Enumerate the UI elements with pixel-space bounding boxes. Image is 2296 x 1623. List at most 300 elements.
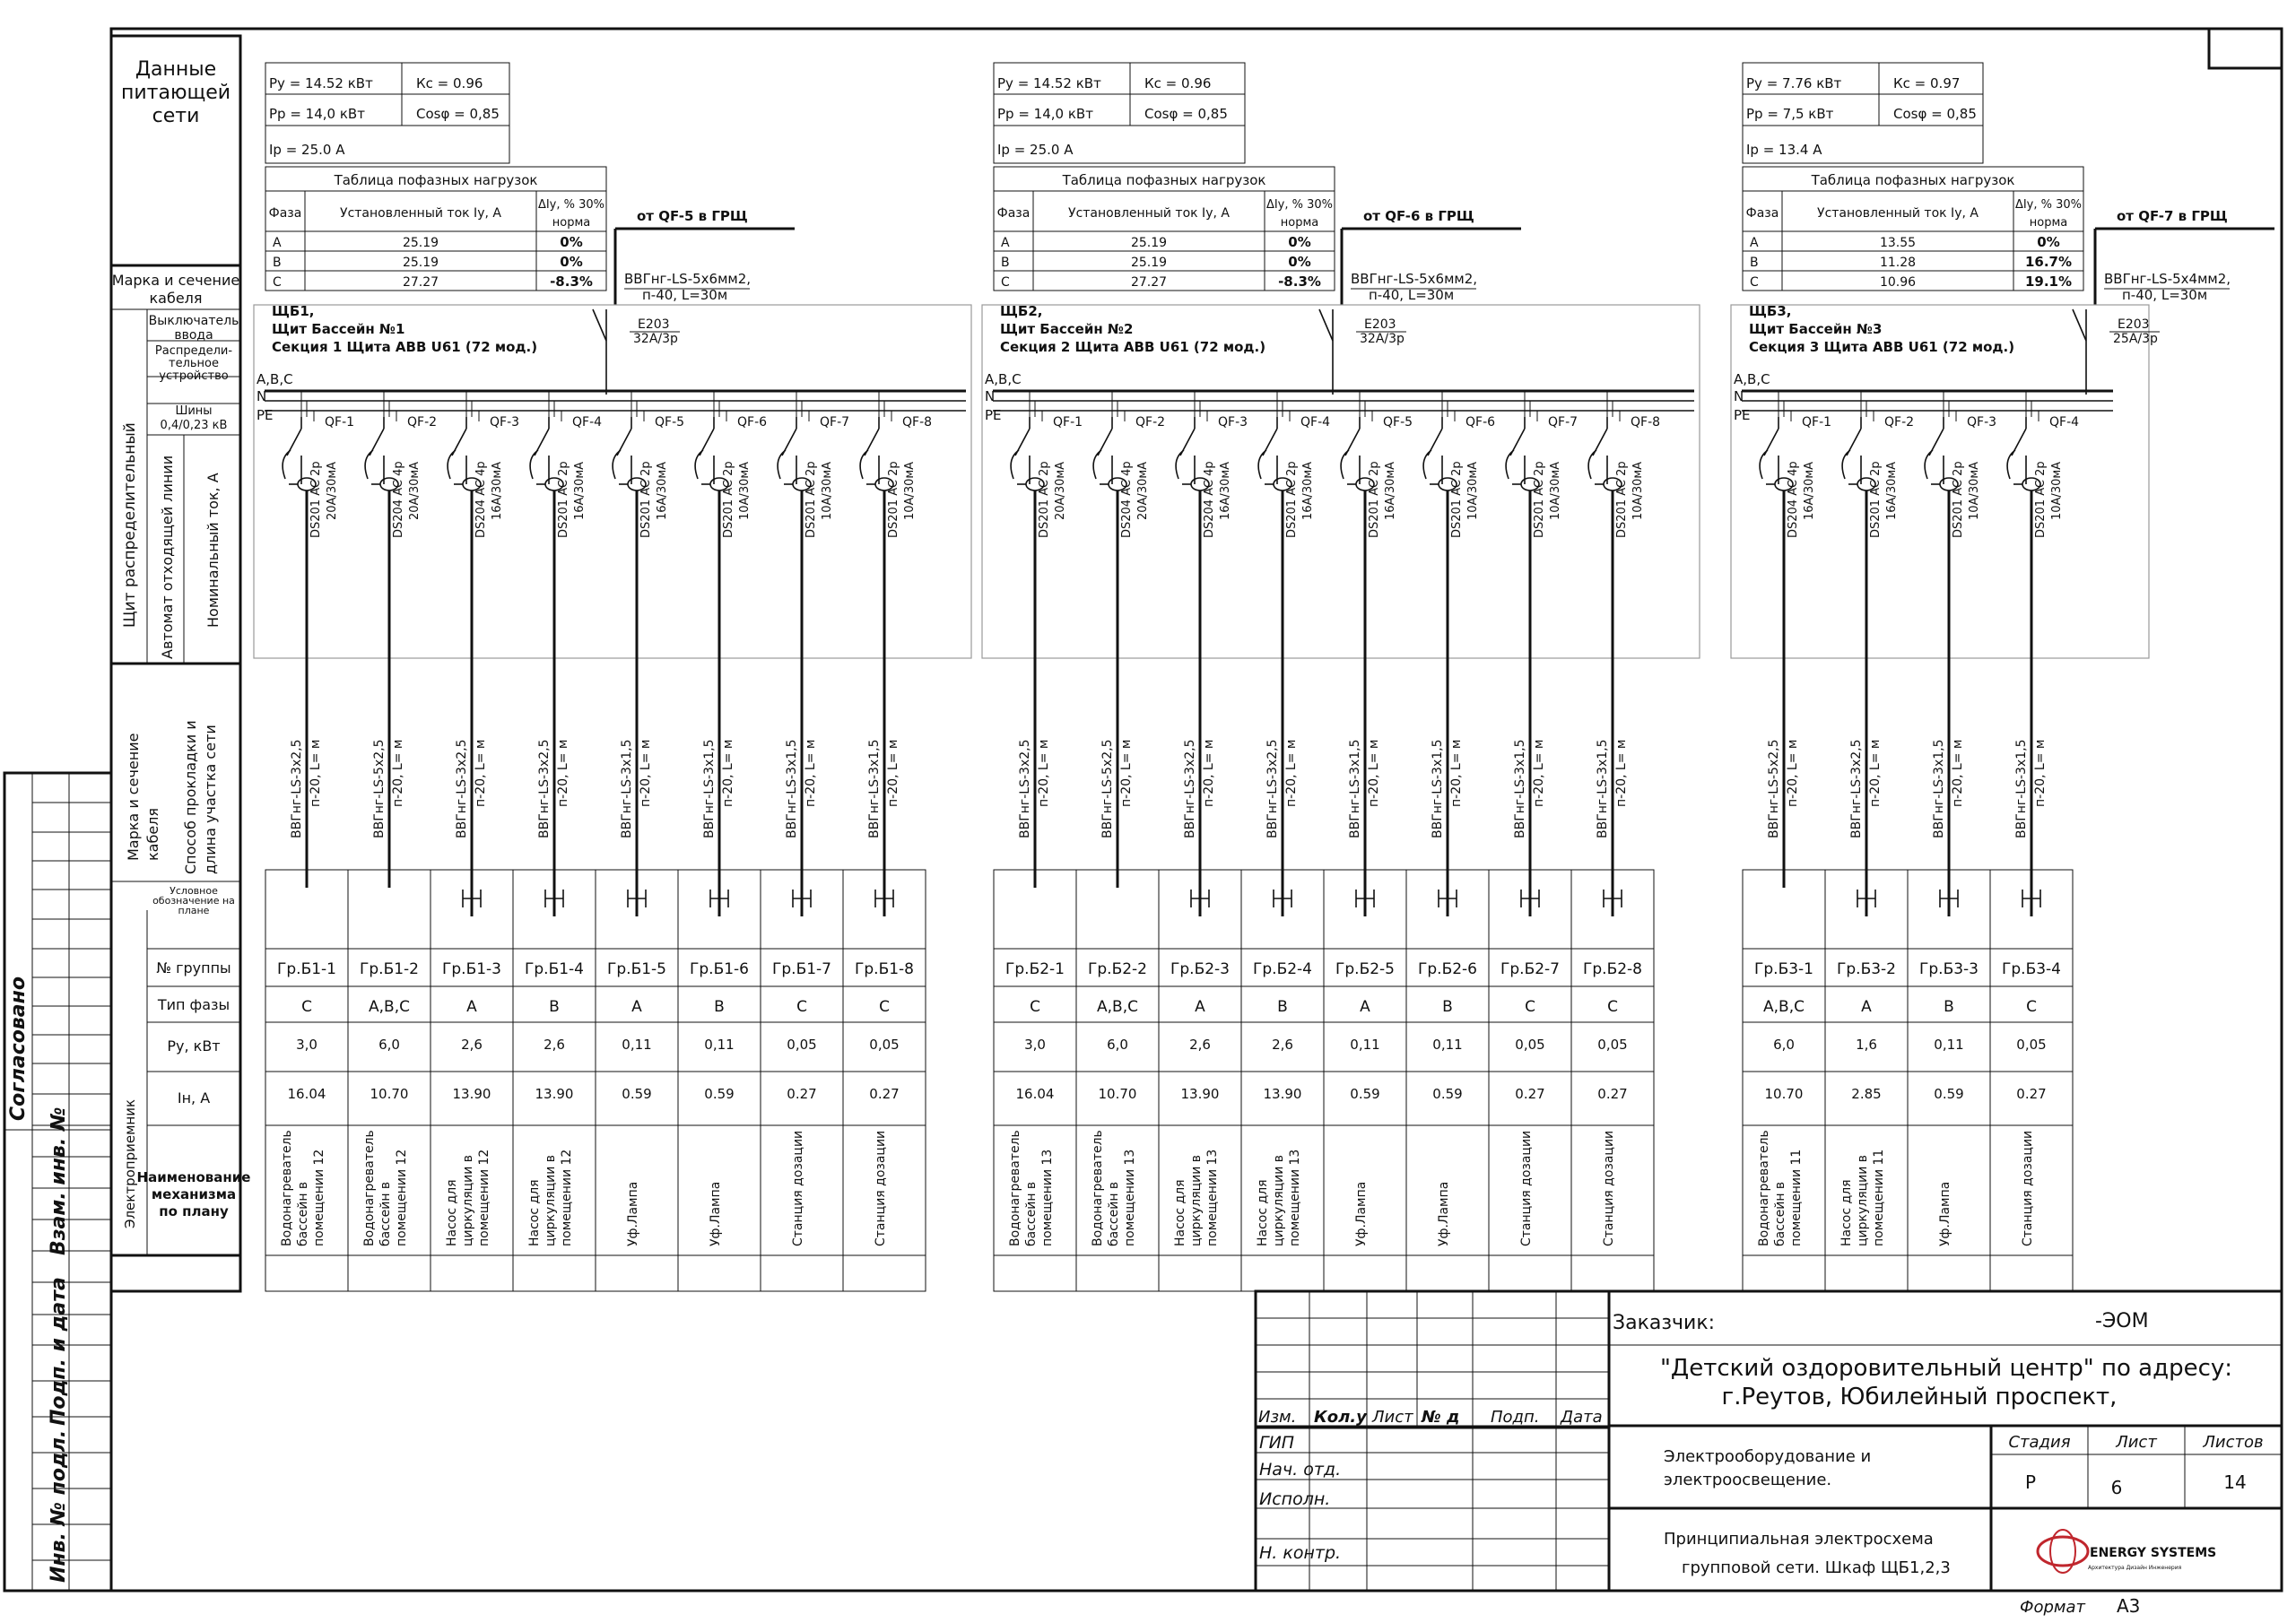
phase-name: A: [1750, 236, 1759, 250]
mechanism-name: Насос для: [445, 1179, 459, 1246]
group-cable: ВВГнг-LS-3х2,5: [1183, 739, 1197, 838]
project-line: "Детский оздоровительный центр" по адресу:: [1659, 1355, 2233, 1382]
format-value: А3: [2117, 1595, 2141, 1617]
mechanism-name: Станция дозации: [791, 1130, 805, 1246]
rcd-loop: [1760, 450, 1768, 479]
du-col-header: ΔIу, % 30%: [537, 198, 605, 212]
group-pu: 0,05: [2016, 1037, 2047, 1053]
pp-value: Рр = 7,5 кВт: [1746, 106, 1834, 122]
rcd-loop: [1093, 450, 1101, 479]
du-col-header: ΔIу, % 30%: [2014, 198, 2083, 212]
stage-value: Р: [2024, 1471, 2037, 1493]
role-1: Нач. отд.: [1259, 1460, 1342, 1480]
phase-imbalance: 0%: [1288, 234, 1311, 250]
phase-imbalance: 0%: [560, 254, 583, 270]
qf-label: QF-6: [737, 415, 768, 430]
group-phase: C: [1525, 998, 1535, 1016]
rcd-loop: [1588, 450, 1596, 479]
group-laying: п-20, L= м: [886, 739, 900, 807]
phase-current: 25.19: [1130, 236, 1168, 250]
group-cable: ВВГнг-LS-3х1,5: [1932, 739, 1946, 838]
group-in: 0.59: [622, 1086, 652, 1102]
sheet-label: Лист: [2116, 1433, 2157, 1452]
group-number: Гр.Б1-3: [442, 960, 501, 978]
breaker-contact: [617, 429, 631, 456]
group-cable: ВВГнг-LS-3х1,5: [1513, 739, 1527, 838]
current-col-header: Установленный ток Iу, А: [340, 206, 501, 221]
in-label: Iн, А: [177, 1089, 211, 1107]
group-number: Гр.Б2-4: [1253, 960, 1312, 978]
group-laying: п-20, L= м: [1119, 739, 1134, 807]
group-number: Гр.Б3-2: [1837, 960, 1896, 978]
group-number: Гр.Б2-1: [1005, 960, 1065, 978]
breaker-type: DS201 AC 2p: [1952, 461, 1965, 538]
group-phase: A,B,C: [369, 998, 410, 1016]
breaker-rating: 10А/30мА: [1549, 461, 1562, 520]
qf-label: QF-3: [490, 415, 520, 430]
logo-mark: [2038, 1537, 2088, 1566]
rcd-loop: [1341, 450, 1349, 479]
group-laying: п-20, L= м: [721, 739, 735, 807]
mechanism-name: помещении 11: [1789, 1149, 1804, 1246]
phase-col-header: Фаза: [996, 206, 1031, 221]
breaker-rating: 20А/30мА: [408, 461, 422, 520]
qf-label: QF-8: [902, 415, 933, 430]
rcd-loop: [1258, 450, 1266, 479]
qf-label: QF-3: [1967, 415, 1997, 430]
group-laying: п-20, L= м: [1786, 739, 1800, 807]
breaker-contact: [1263, 429, 1277, 456]
group-in: 0.27: [869, 1086, 900, 1102]
group-phase: C: [796, 998, 807, 1016]
du-col-header: норма: [2029, 216, 2068, 230]
group-laying: п-20, L= м: [391, 739, 405, 807]
breaker-type: DS201 AC 2p: [1533, 461, 1546, 538]
stage-label: Стадия: [2008, 1433, 2071, 1452]
line: [1319, 309, 1333, 341]
group-phase: C: [301, 998, 312, 1016]
phase-imbalance: -8.3%: [550, 273, 593, 290]
rcd-loop: [1925, 450, 1933, 479]
group-pu: 0,05: [869, 1037, 900, 1053]
mechanism-name: Станция дозации: [1519, 1130, 1534, 1246]
kc-value: Кс = 0.97: [1893, 75, 1961, 91]
group-pu: 6,0: [378, 1037, 400, 1053]
feed-cable-label: ВВГнг-LS-5х4мм2,: [2104, 271, 2231, 287]
corner-stamp-box: [2209, 29, 2282, 68]
group-in: 0.59: [1432, 1086, 1463, 1102]
mechanism-name: помещении 13: [1040, 1149, 1055, 1246]
breaker-rating: 16А/30мА: [1803, 461, 1816, 520]
mechanism-name: бассейн в: [378, 1181, 393, 1246]
mechanism-name: Станция дозации: [2021, 1130, 2035, 1246]
group-cable: ВВГнг-LS-3х1,5: [785, 739, 799, 838]
rcd-loop: [530, 450, 538, 479]
group-phase: A: [1195, 998, 1205, 1016]
group-number: Гр.Б1-2: [360, 960, 419, 978]
mechanism-label: по плану: [159, 1203, 229, 1219]
group-laying: п-20, L= м: [556, 739, 570, 807]
group-laying: п-20, L= м: [1202, 739, 1216, 807]
title-col-4: Подп.: [1491, 1408, 1540, 1427]
nominal-current-label: Номинальный ток, А: [204, 473, 222, 628]
phase-type-label: Тип фазы: [157, 996, 230, 1013]
rcd-loop: [860, 450, 868, 479]
feed-cable-label: п-40, L=30м: [642, 287, 728, 303]
du-col-header: ΔIу, % 30%: [1265, 198, 1334, 212]
breaker-type: DS201 AC 2p: [557, 461, 570, 538]
phase-table-title: Таблица пофазных нагрузок: [334, 172, 538, 188]
breaker-contact: [782, 429, 796, 456]
breaker-rating: 10А/30мА: [821, 461, 834, 520]
supply-data-label: сети: [152, 105, 200, 127]
rcd-loop: [448, 450, 456, 479]
py-value: Ру = 14.52 кВт: [269, 75, 373, 91]
panel-id: ЩБ3,: [1749, 303, 1792, 319]
pu-label: Ру, кВт: [167, 1037, 221, 1055]
qf-label: QF-8: [1631, 415, 1661, 430]
group-laying: п-20, L= м: [1532, 739, 1546, 807]
cos-value: Cosφ = 0,85: [416, 106, 500, 122]
breaker-type: DS201 AC 2p: [1038, 461, 1051, 538]
group-cable: ВВГнг-LS-3х2,5: [537, 739, 552, 838]
group-number: Гр.Б3-1: [1754, 960, 1813, 978]
group-number: Гр.Б2-6: [1418, 960, 1477, 978]
group-laying: п-20, L= м: [639, 739, 653, 807]
group-cable: ВВГнг-LS-5х2,5: [1767, 739, 1781, 838]
phase-imbalance: 0%: [560, 234, 583, 250]
py-value: Ру = 14.52 кВт: [997, 75, 1101, 91]
breaker-type: DS201 AC 2p: [639, 461, 653, 538]
qf-label: QF-3: [1218, 415, 1248, 430]
group-number: Гр.Б2-2: [1088, 960, 1147, 978]
group-number: Гр.Б2-7: [1500, 960, 1560, 978]
project-code: -ЭОМ: [2095, 1310, 2149, 1332]
plan-symbol-label: плане: [178, 905, 210, 916]
kc-value: Кс = 0.96: [416, 75, 483, 91]
mechanism-name: помещении 12: [560, 1149, 574, 1246]
group-phase: A: [1861, 998, 1872, 1016]
phase-current: 11.28: [1879, 256, 1917, 270]
kc-value: Кс = 0.96: [1144, 75, 1212, 91]
mechanism-name: помещении 12: [477, 1149, 491, 1246]
title-col-2: Лист: [1372, 1408, 1413, 1427]
group-pu: 1,6: [1856, 1037, 1877, 1053]
breaker-contact: [1929, 429, 1944, 456]
group-pu: 6,0: [1107, 1037, 1128, 1053]
phase-name: B: [1001, 256, 1010, 270]
breaker-rating: 10А/30мА: [2050, 461, 2064, 520]
bus-label: N: [1734, 388, 1744, 404]
group-cable: ВВГнг-LS-3х1,5: [620, 739, 634, 838]
cable-brand-label: кабеля: [149, 290, 203, 307]
group-pu: 0,05: [787, 1037, 817, 1053]
group-phase: B: [1442, 998, 1453, 1016]
breaker-rating: 16А/30мА: [1301, 461, 1315, 520]
breaker-rating: 10А/30мА: [1466, 461, 1480, 520]
qf-label: QF-1: [1053, 415, 1083, 430]
group-cable: ВВГнг-LS-3х1,5: [2014, 739, 2029, 838]
group-number: Гр.Б1-4: [525, 960, 584, 978]
panel-group-label: Щит распределительный: [121, 422, 139, 628]
group-laying: п-20, L= м: [1449, 739, 1464, 807]
group-cable: ВВГнг-LS-3х1,5: [1431, 739, 1445, 838]
feed-from-label: от QF-7 в ГРЩ: [2117, 208, 2228, 224]
mechanism-name: бассейн в: [1773, 1181, 1787, 1246]
mechanism-name: циркуляции в: [544, 1154, 558, 1246]
qf-label: QF-2: [407, 415, 438, 430]
group-phase: A: [466, 998, 477, 1016]
breaker-type: DS201 AC 2p: [1615, 461, 1629, 538]
group-in: 0.59: [704, 1086, 735, 1102]
input-switch-label: Выключатель: [148, 314, 239, 328]
breaker-rating: 20А/30мА: [1054, 461, 1067, 520]
py-value: Ру = 7.76 кВт: [1746, 75, 1842, 91]
group-phase: A: [631, 998, 642, 1016]
breaker-type: DS204 AC 4p: [1787, 461, 1800, 538]
current-col-header: Установленный ток Iу, А: [1068, 206, 1230, 221]
breaker-contact: [1764, 429, 1779, 456]
phase-imbalance: 0%: [1288, 254, 1311, 270]
role-0: ГИП: [1259, 1433, 1295, 1453]
feed-from-label: от QF-5 в ГРЩ: [637, 208, 748, 224]
group-pu: 3,0: [296, 1037, 317, 1053]
line: [593, 309, 606, 341]
main-breaker-type: E203: [2118, 317, 2150, 332]
group-in: 10.70: [370, 1086, 409, 1102]
sheet-value: 6: [2110, 1477, 2123, 1498]
group-phase: C: [1030, 998, 1040, 1016]
drawing-title: групповой сети. Шкаф ЩБ1,2,3: [1682, 1558, 1951, 1577]
phase-current: 25.19: [1130, 256, 1168, 270]
logo-sub: Архитектура Дизайн Инженерия: [2088, 1565, 2182, 1571]
mechanism-label: Наименование: [136, 1169, 251, 1185]
pp-value: Рр = 14,0 кВт: [269, 106, 365, 122]
bus-label: A,B,C: [1734, 371, 1770, 387]
mechanism-name: помещении 13: [1123, 1149, 1137, 1246]
line-cable-label: кабеля: [144, 807, 161, 861]
breaker-rating: 16А/30мА: [656, 461, 669, 520]
mechanism-label: механизма: [151, 1186, 237, 1202]
pp-value: Рр = 14,0 кВт: [997, 106, 1093, 122]
bus-label: N: [257, 388, 267, 404]
group-phase: A: [1360, 998, 1370, 1016]
mechanism-name: циркуляции в: [1189, 1154, 1204, 1246]
rcd-loop: [778, 450, 786, 479]
phase-name: C: [1750, 275, 1759, 290]
breaker-rating: 16А/30мА: [1885, 461, 1899, 520]
group-pu: 2,6: [544, 1037, 565, 1053]
role-4: Н. контр.: [1259, 1543, 1342, 1563]
group-cable: ВВГнг-LS-3х1,5: [867, 739, 882, 838]
breaker-contact: [287, 429, 301, 456]
group-cable: ВВГнг-LS-3х1,5: [1348, 739, 1362, 838]
group-phase: B: [1277, 998, 1288, 1016]
breaker-type: DS201 AC 2p: [1368, 461, 1381, 538]
laying-method-label: длина участка сети: [202, 725, 219, 874]
format-label: Формат: [2020, 1598, 2086, 1617]
group-number: Гр.Б1-6: [690, 960, 749, 978]
group-pu: 2,6: [461, 1037, 483, 1053]
group-in: 16.04: [1015, 1086, 1055, 1102]
group-number: Гр.Б1-8: [855, 960, 914, 978]
rcd-loop: [695, 450, 703, 479]
distribution-device-label: тельное: [169, 357, 219, 370]
group-in: 13.90: [452, 1086, 491, 1102]
line: [2073, 309, 2086, 341]
qf-label: QF-4: [572, 415, 603, 430]
cos-value: Cosφ = 0,85: [1893, 106, 1977, 122]
phase-current: 10.96: [1879, 275, 1917, 290]
phase-col-header: Фаза: [268, 206, 302, 221]
title-col-3: № д: [1422, 1408, 1460, 1427]
panel-enclosure: [982, 305, 1700, 658]
group-number: Гр.Б1-5: [607, 960, 666, 978]
group-phase: B: [714, 998, 725, 1016]
phase-imbalance: 0%: [2037, 234, 2060, 250]
rcd-loop: [1506, 450, 1514, 479]
busbar-label: Шины: [175, 404, 213, 418]
rcd-loop: [613, 450, 621, 479]
breaker-contact: [865, 429, 879, 456]
bus-label: PE: [257, 407, 274, 423]
group-laying: п-20, L= м: [1284, 739, 1299, 807]
phase-col-header: Фаза: [1745, 206, 1779, 221]
group-in: 0.59: [1934, 1086, 1964, 1102]
panel-section: Секция 2 Щита ABB U61 (72 мод.): [1000, 339, 1266, 355]
qf-label: QF-2: [1135, 415, 1166, 430]
group-number: Гр.Б3-3: [1919, 960, 1979, 978]
breaker-contact: [700, 429, 714, 456]
mechanism-name: циркуляции в: [1856, 1154, 1870, 1246]
project-line: г.Реутов, Юбилейный проспект,: [1721, 1384, 2118, 1410]
group-cable: ВВГнг-LS-3х1,5: [702, 739, 717, 838]
distribution-device-label: устройство: [159, 369, 229, 383]
breaker-type: DS201 AC 2p: [2034, 461, 2048, 538]
group-laying: п-20, L= м: [1614, 739, 1629, 807]
group-cable: ВВГнг-LS-5х2,5: [1100, 739, 1115, 838]
breaker-contact: [1428, 429, 1442, 456]
phase-name: A: [273, 236, 282, 250]
group-cable: ВВГнг-LS-5х2,5: [372, 739, 387, 838]
rcd-loop: [283, 450, 291, 479]
mechanism-name: циркуляции в: [1272, 1154, 1286, 1246]
breaker-type: DS201 AC 2p: [309, 461, 323, 538]
feed-from-label: от QF-6 в ГРЩ: [1363, 208, 1474, 224]
du-col-header: норма: [552, 216, 591, 230]
section-name: Электрооборудование и: [1664, 1447, 1872, 1466]
breaker-rating: 16А/30мА: [491, 461, 504, 520]
rcd-loop: [365, 450, 373, 479]
rcd-loop: [1842, 450, 1850, 479]
phase-current: 27.27: [1130, 275, 1168, 290]
breaker-rating: 10А/30мА: [903, 461, 917, 520]
customer-label: Заказчик:: [1613, 1312, 1716, 1334]
group-phase: C: [1607, 998, 1618, 1016]
group-pu: 2,6: [1272, 1037, 1293, 1053]
breaker-rating: 16А/30мА: [573, 461, 587, 520]
group-number: Гр.Б3-4: [2002, 960, 2061, 978]
group-laying: п-20, L= м: [2033, 739, 2048, 807]
breaker-contact: [370, 429, 384, 456]
mechanism-name: Станция дозации: [1602, 1130, 1616, 1246]
qf-label: QF-6: [1465, 415, 1496, 430]
group-laying: п-20, L= м: [804, 739, 818, 807]
breaker-type: DS201 AC 2p: [722, 461, 735, 538]
company-logo: [2038, 1530, 2216, 1573]
plan-symbol-label: обозначение на: [152, 895, 235, 907]
bus-label: A,B,C: [985, 371, 1022, 387]
breaker-contact: [1593, 429, 1607, 456]
plan-symbol-label: Условное: [170, 885, 218, 897]
group-in: 13.90: [535, 1086, 574, 1102]
ip-value: Iр = 25.0 А: [269, 142, 345, 158]
section-name: электроосвещение.: [1664, 1471, 1832, 1489]
group-pu: 0,05: [1597, 1037, 1628, 1053]
distribution-device-label: Распредели-: [154, 344, 233, 358]
mechanism-name: помещении 13: [1205, 1149, 1220, 1246]
mechanism-name: Водонагреватель: [1757, 1130, 1771, 1246]
phase-name: B: [273, 256, 282, 270]
group-laying: п-20, L= м: [474, 739, 488, 807]
line-cable-label: Марка и сечение: [125, 733, 142, 861]
qf-label: QF-5: [655, 415, 685, 430]
panel-title: Щит Бассейн №2: [1000, 321, 1134, 337]
phase-name: C: [1001, 275, 1010, 290]
group-number: Гр.Б1-7: [772, 960, 831, 978]
panel-section: Секция 3 Щита ABB U61 (72 мод.): [1749, 339, 2015, 355]
group-in: 10.70: [1098, 1086, 1137, 1102]
breaker-contact: [1345, 429, 1360, 456]
breaker-contact: [1510, 429, 1525, 456]
qf-label: QF-7: [820, 415, 850, 430]
busbar-label: 0,4/0,23 кВ: [160, 419, 228, 432]
inv-orig-label: Инв. № подл.: [48, 1429, 70, 1583]
du-col-header: норма: [1280, 216, 1319, 230]
mechanism-name: Насос для: [1256, 1179, 1270, 1246]
group-pu: 2,6: [1189, 1037, 1211, 1053]
phase-table-title: Таблица пофазных нагрузок: [1062, 172, 1266, 188]
feed-cable-label: ВВГнг-LS-5х6мм2,: [1351, 271, 1478, 287]
group-in: 10.70: [1764, 1086, 1804, 1102]
group-pu: 0,11: [1432, 1037, 1463, 1053]
bus-label: PE: [1734, 407, 1751, 423]
title-col-5: Дата: [1561, 1408, 1603, 1427]
phase-table-title: Таблица пофазных нагрузок: [1811, 172, 2015, 188]
phase-current: 25.19: [402, 256, 439, 270]
agreed-label: Согласовано: [7, 976, 30, 1121]
mechanism-name: бассейн в: [296, 1181, 310, 1246]
logo-text: ENERGY SYSTEMS: [2090, 1546, 2217, 1560]
breaker-type: DS201 AC 2p: [1450, 461, 1464, 538]
group-in: 0.59: [1350, 1086, 1380, 1102]
mechanism-name: Водонагреватель: [1008, 1130, 1022, 1246]
breaker-rating: 16А/30мА: [1384, 461, 1397, 520]
main-breaker-rating: 32А/3р: [1360, 332, 1405, 346]
mechanism-name: циркуляции в: [461, 1154, 475, 1246]
group-cable: ВВГнг-LS-3х1,5: [1596, 739, 1610, 838]
group-pu: 0,11: [1934, 1037, 1964, 1053]
panel-section: Секция 1 Щита ABB U61 (72 мод.): [272, 339, 538, 355]
phase-imbalance: 19.1%: [2024, 273, 2073, 290]
breaker-rating: 10А/30мА: [1968, 461, 1981, 520]
input-switch-label: ввода: [174, 328, 213, 343]
phase-name: B: [1750, 256, 1759, 270]
group-in: 16.04: [287, 1086, 326, 1102]
breaker-type: DS204 AC 4p: [392, 461, 405, 538]
mechanism-name: Уф.Лампа: [1354, 1181, 1369, 1246]
breaker-type: DS204 AC 4p: [1203, 461, 1216, 538]
